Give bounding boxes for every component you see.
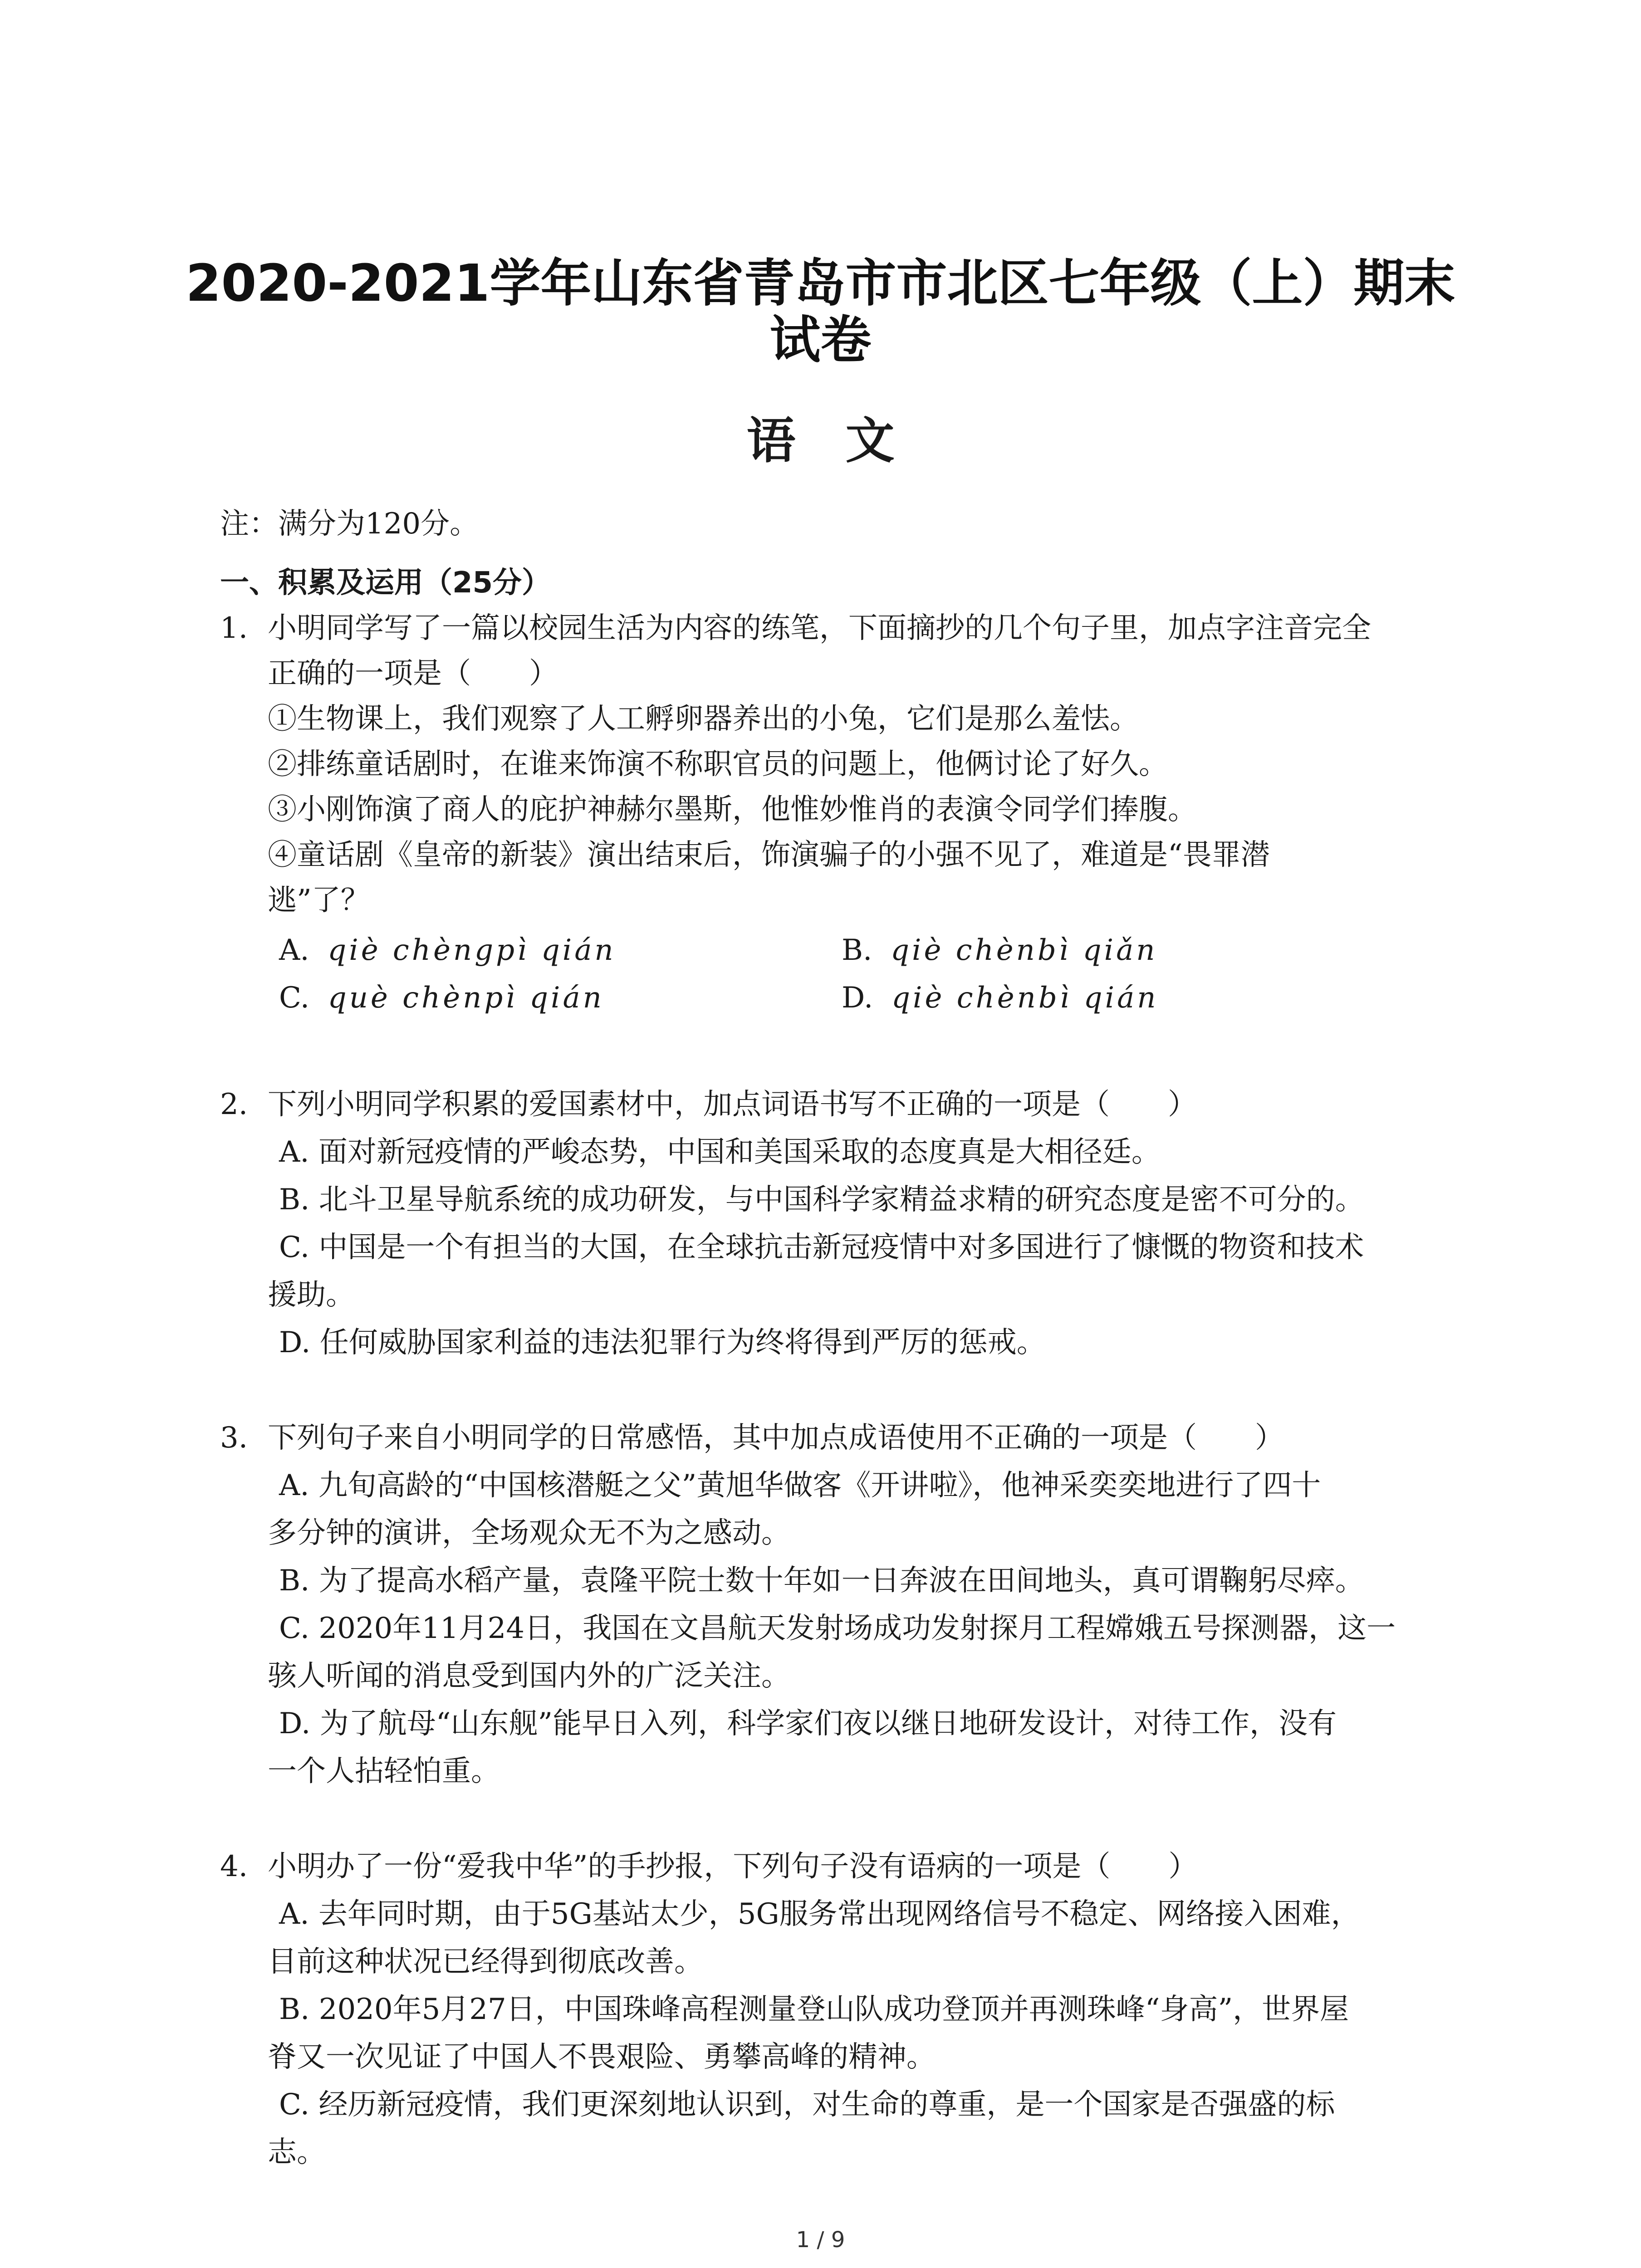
- q1-option-b: [842, 932, 1157, 968]
- q4-option-c-line2: 志。: [268, 2136, 326, 2169]
- q1-option-c-text: què chènpì qián: [328, 981, 604, 1015]
- q1-stem-line2: 正确的一项是（ ）: [268, 657, 558, 690]
- q1-option-a: [279, 932, 616, 968]
- q1-sentence-1: ①生物课上，我们观察了人工孵卵器养出的小兔，它们是那么羞怯。: [268, 702, 1139, 736]
- q3-option-b: B. 为了提高水稻产量，袁隆平院士数十年如一日奔波在田间地头，真可谓鞠躬尽瘁。: [279, 1564, 1364, 1598]
- q1-sentence-4a: ④童话剧《皇帝的新装》演出结束后，饰演骗子的小强不见了，难道是“畏罪潜: [268, 838, 1270, 872]
- q1-sentence-4b: 逃”了？: [268, 884, 370, 917]
- q1-option-b-text: qiè chènbì qiǎn: [891, 934, 1158, 967]
- q1-number: 1.: [220, 611, 248, 645]
- q2-option-c-line2: 援助。: [268, 1278, 355, 1312]
- q3-option-d-line1: D. 为了航母“山东舰”能早日入列，科学家们夜以继日地研发设计，对待工作，没有: [279, 1707, 1337, 1740]
- q2-option-c-line1: C. 中国是一个有担当的大国，在全球抗击新冠疫情中对多国进行了慷慨的物资和技术: [279, 1231, 1364, 1264]
- q2-stem: 下列小明同学积累的爱国素材中，加点词语书写不正确的一项是（ ）: [268, 1088, 1197, 1121]
- q1-option-c: [279, 980, 604, 1016]
- q1-sentence-3: ③小刚饰演了商人的庇护神赫尔墨斯，他惟妙惟肖的表演令同学们捧腹。: [268, 793, 1197, 826]
- q2-option-b: B. 北斗卫星导航系统的成功研发，与中国科学家精益求精的研究态度是密不可分的。: [279, 1183, 1364, 1217]
- page-number: 1 / 9: [796, 2227, 845, 2253]
- q4-number: 4.: [220, 1850, 248, 1883]
- q1-option-d-label: D.: [842, 981, 873, 1015]
- q3-option-a-line1: A. 九旬高龄的“中国核潜艇之父”黄旭华做客《开讲啦》，他神采奕奕地进行了四十: [279, 1469, 1321, 1502]
- q1-option-d-text: qiè chènbì qián: [892, 981, 1159, 1015]
- exam-title-line2: 试卷: [769, 311, 872, 370]
- q4-option-b-line1: B. 2020年5月27日，中国珠峰高程测量登山队成功登顶并再测珠峰“身高”，世界屋: [279, 1993, 1349, 2026]
- q1-option-d: [842, 980, 1158, 1016]
- q4-stem: 小明办了一份“爱我中华”的手抄报，下列句子没有语病的一项是（ ）: [268, 1850, 1198, 1883]
- subject-heading: 语文: [746, 413, 945, 469]
- q3-stem: 下列句子来自小明同学的日常感悟，其中加点成语使用不正确的一项是（ ）: [268, 1421, 1284, 1455]
- q3-number: 3.: [220, 1421, 248, 1455]
- q3-option-c-line2: 骇人听闻的消息受到国内外的广泛关注。: [268, 1659, 790, 1693]
- q3-option-c-line1: C. 2020年11月24日，我国在文昌航天发射场成功发射探月工程嫦娥五号探测器，这一: [279, 1612, 1396, 1645]
- q1-option-b-label: B.: [842, 934, 872, 967]
- section-heading: 一、积累及运用（25分）: [220, 566, 551, 600]
- q3-option-a-line2: 多分钟的演讲，全场观众无不为之感动。: [268, 1516, 790, 1550]
- q1-sentence-2: ②排练童话剧时，在谁来饰演不称职官员的问题上，他俩讨论了好久。: [268, 748, 1168, 781]
- q3-option-d-line2: 一个人拈轻怕重。: [268, 1755, 500, 1788]
- q4-option-a-line1: A. 去年同时期，由于5G基站太少，5G服务常出现网络信号不稳定、网络接入困难，: [279, 1897, 1360, 1931]
- q4-option-c-line1: C. 经历新冠疫情，我们更深刻地认识到，对生命的尊重，是一个国家是否强盛的标: [279, 2088, 1335, 2121]
- q2-number: 2.: [220, 1088, 248, 1121]
- q4-option-b-line2: 脊又一次见证了中国人不畏艰险、勇攀高峰的精神。: [268, 2040, 936, 2074]
- score-note: 注：满分为120分。: [220, 507, 479, 541]
- q4-option-a-line2: 目前这种状况已经得到彻底改善。: [268, 1945, 703, 1979]
- q1-stem-line1: 小明同学写了一篇以校园生活为内容的练笔，下面摘抄的几个句子里，加点字注音完全: [268, 611, 1371, 645]
- q2-option-a: A. 面对新冠疫情的严峻态势，中国和美国采取的态度真是大相径廷。: [279, 1135, 1161, 1169]
- q2-option-d: D. 任何威胁国家利益的违法犯罪行为终将得到严厉的惩戒。: [279, 1326, 1046, 1359]
- q1-option-a-label: A.: [279, 934, 309, 967]
- q1-option-a-text: qiè chèngpì qián: [328, 934, 616, 967]
- q1-option-c-label: C.: [279, 981, 310, 1015]
- exam-title-line1: 2020-2021学年山东省青岛市市北区七年级（上）期末: [186, 254, 1455, 313]
